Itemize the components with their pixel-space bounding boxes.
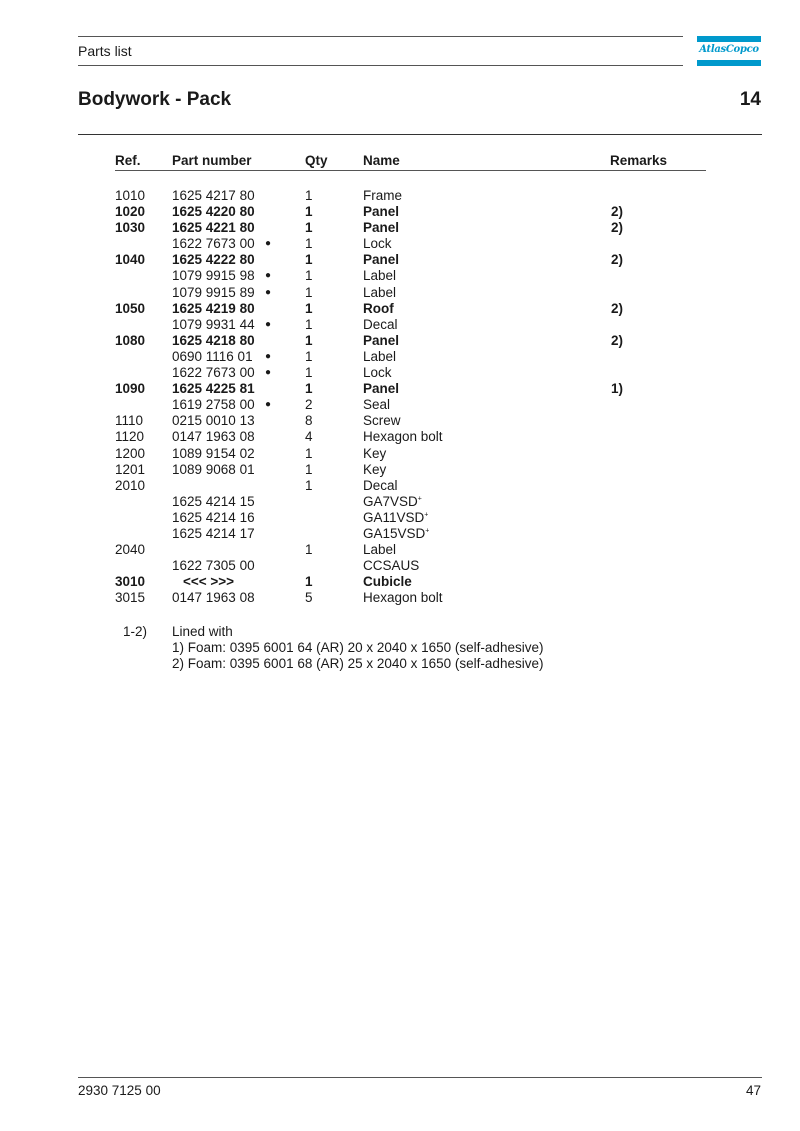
table-row [0,285,800,301]
cell-name: Panel [363,252,400,268]
footer-rule [78,1077,762,1078]
cell-qty: 1 [305,348,313,364]
cell-part-number: 1619 2758 00 [172,397,255,413]
cell-name: Label [363,542,397,558]
cell-part-number: 1622 7673 00 [172,236,255,252]
header-ref: Ref. [115,153,141,168]
table-row [0,590,800,606]
parts-table-body [0,188,800,606]
header-name: Name [363,153,400,168]
cell-qty: 1 [305,300,313,316]
name-superscript: + [425,527,430,535]
cell-remarks: 2) [611,300,624,316]
cell-part-number: 1622 7305 00 [172,558,255,574]
cell-name: Panel [363,204,400,220]
cell-ref: 1050 [115,300,146,316]
table-row [0,429,800,445]
table-row [0,301,800,317]
cell-name: Label [363,284,397,300]
table-row [0,349,800,365]
table-row [0,365,800,381]
cell-part-number: 1625 4225 81 [172,381,255,397]
cell-ref: 1090 [115,381,146,397]
cell-ref: 3010 [115,574,146,590]
table-row [0,381,800,397]
cell-qty: 1 [305,252,313,268]
cell-qty: 1 [305,268,313,284]
cell-name: Key [363,461,387,477]
cell-qty: 1 [305,220,313,236]
cell-name: Panel [363,381,400,397]
cell-qty: 1 [305,365,313,381]
table-header [115,153,706,171]
cell-name: Frame [363,188,403,203]
table-row [0,252,800,268]
cell-qty: 1 [305,574,313,590]
cell-part-number: 1079 9931 44 [172,316,255,332]
cell-qty: 1 [305,445,313,461]
cell-qty: 2 [305,397,313,413]
cell-ref: 1200 [115,445,146,461]
cell-part-number: 0215 0010 13 [172,413,255,429]
cell-name: Decal [363,316,398,332]
cell-name: Panel [363,220,400,236]
cell-part-number: 1079 9915 98 [172,268,255,284]
cell-qty: 1 [305,204,313,220]
cell-name: Key [363,445,387,461]
cell-name: GA7VSD+ [363,493,422,509]
table-row [0,397,800,413]
cell-name: Label [363,268,397,284]
cell-remarks: 1) [611,381,624,397]
notes-line: 2) Foam: 0395 6001 68 (AR) 25 x 2040 x 1650 (self-adhesive) [172,656,544,671]
cell-part-number: 1625 4219 80 [172,300,255,316]
cell-ref: 1080 [115,332,146,348]
table-row [0,188,800,204]
cell-part-number: 1625 4214 16 [172,509,255,525]
table-row [0,478,800,494]
cell-name: Cubicle [363,574,412,590]
header-qty: Qty [305,153,328,168]
cell-part-number: 1089 9154 02 [172,445,255,461]
table-row [0,446,800,462]
notes-lines [172,624,543,672]
cell-name: CCSAUS [363,558,420,574]
cell-qty: 1 [305,542,313,558]
cell-part-number: 1089 9068 01 [172,461,255,477]
title-rule [78,134,762,135]
cell-name: Lock [363,365,392,381]
cell-name: Hexagon bolt [363,590,443,606]
cell-ref: 2040 [115,542,146,558]
section-number: 14 [739,89,761,110]
logo-text: AtlasCopco [699,44,759,55]
logo-bar-top [697,36,761,42]
header-remarks: Remarks [610,153,668,168]
cell-ref: 1120 [115,429,145,445]
cell-qty: 5 [305,590,313,606]
page-title: Bodywork - Pack [78,89,232,110]
table-row [0,317,800,333]
cell-qty: 1 [305,316,313,332]
cell-part-number: 1625 4218 80 [172,332,255,348]
cell-ref: 1020 [115,204,146,220]
cell-part-number: 1625 4214 17 [172,525,255,541]
cell-ref: 2010 [115,477,146,493]
cell-qty: 1 [305,477,313,493]
header-label: Parts list [78,43,132,59]
cell-qty: 1 [305,236,313,252]
header-rule-bottom [78,65,683,66]
cell-ref: 1010 [115,188,146,203]
cell-name: Hexagon bolt [363,429,443,445]
cell-qty: 8 [305,413,313,429]
cell-remarks: 2) [611,332,624,348]
table-row [0,268,800,284]
notes-key: 1-2) [123,624,148,639]
table-row [0,558,800,574]
cell-part-number: 1079 9915 89 [172,284,255,300]
cell-qty: 1 [305,461,313,477]
header-rule-top [78,36,683,37]
cell-ref: 1201 [115,461,146,477]
cell-name: Seal [363,397,391,413]
cell-part-number: 1625 4220 80 [172,204,255,220]
name-superscript: + [424,511,429,519]
cell-part-number: 1625 4221 80 [172,220,255,236]
cell-name: Decal [363,477,398,493]
cell-qty: 1 [305,332,313,348]
cell-marker: ● [265,367,272,379]
table-row [0,333,800,349]
cell-part-number: 0147 1963 08 [172,590,255,606]
cell-ref: 1110 [115,413,144,429]
cell-part-number: <<< >>> [183,574,235,590]
notes-line: 1) Foam: 0395 6001 64 (AR) 20 x 2040 x 1650 (self-adhesive) [172,640,544,655]
cell-name: Label [363,348,397,364]
table-row [0,494,800,510]
cell-ref: 1030 [115,220,146,236]
cell-marker: ● [265,350,272,362]
name-superscript: + [417,495,422,503]
table-row [0,462,800,478]
table-row [0,510,800,526]
cell-qty: 1 [305,188,313,203]
cell-part-number: 0147 1963 08 [172,429,255,445]
cell-ref: 3015 [115,590,146,606]
table-row [0,236,800,252]
cell-name: Screw [363,413,401,429]
cell-marker: ● [265,399,272,411]
cell-part-number: 1625 4217 80 [172,188,255,203]
cell-name: GA15VSD+ [363,525,430,541]
cell-marker: ● [265,238,272,250]
table-row [0,526,800,542]
footer-page-number: 47 [745,1083,761,1098]
header-part-number: Part number [172,153,252,168]
atlas-copco-logo [697,36,761,66]
cell-ref: 1040 [115,252,146,268]
cell-part-number: 1622 7673 00 [172,365,255,381]
cell-marker: ● [265,286,272,298]
cell-part-number: 1625 4222 80 [172,252,255,268]
cell-marker: ● [265,318,272,330]
cell-part-number: 0690 1116 01 [172,348,253,364]
cell-remarks: 2) [611,204,624,220]
cell-qty: 1 [305,284,313,300]
cell-name: Lock [363,236,392,252]
cell-name: GA11VSD+ [363,509,429,525]
table-row [0,574,800,590]
table-row [0,413,800,429]
table-row [0,204,800,220]
logo-bar-bottom [697,60,761,66]
cell-name: Panel [363,332,400,348]
notes-line: Lined with [172,624,233,639]
cell-remarks: 2) [611,252,624,268]
table-row [0,220,800,236]
cell-remarks: 2) [611,220,624,236]
table-row [0,542,800,558]
cell-marker: ● [265,270,272,282]
cell-qty: 4 [305,429,313,445]
cell-part-number: 1625 4214 15 [172,493,255,509]
footer-doc-number: 2930 7125 00 [78,1083,161,1098]
cell-name: Roof [363,300,394,316]
cell-qty: 1 [305,381,313,397]
